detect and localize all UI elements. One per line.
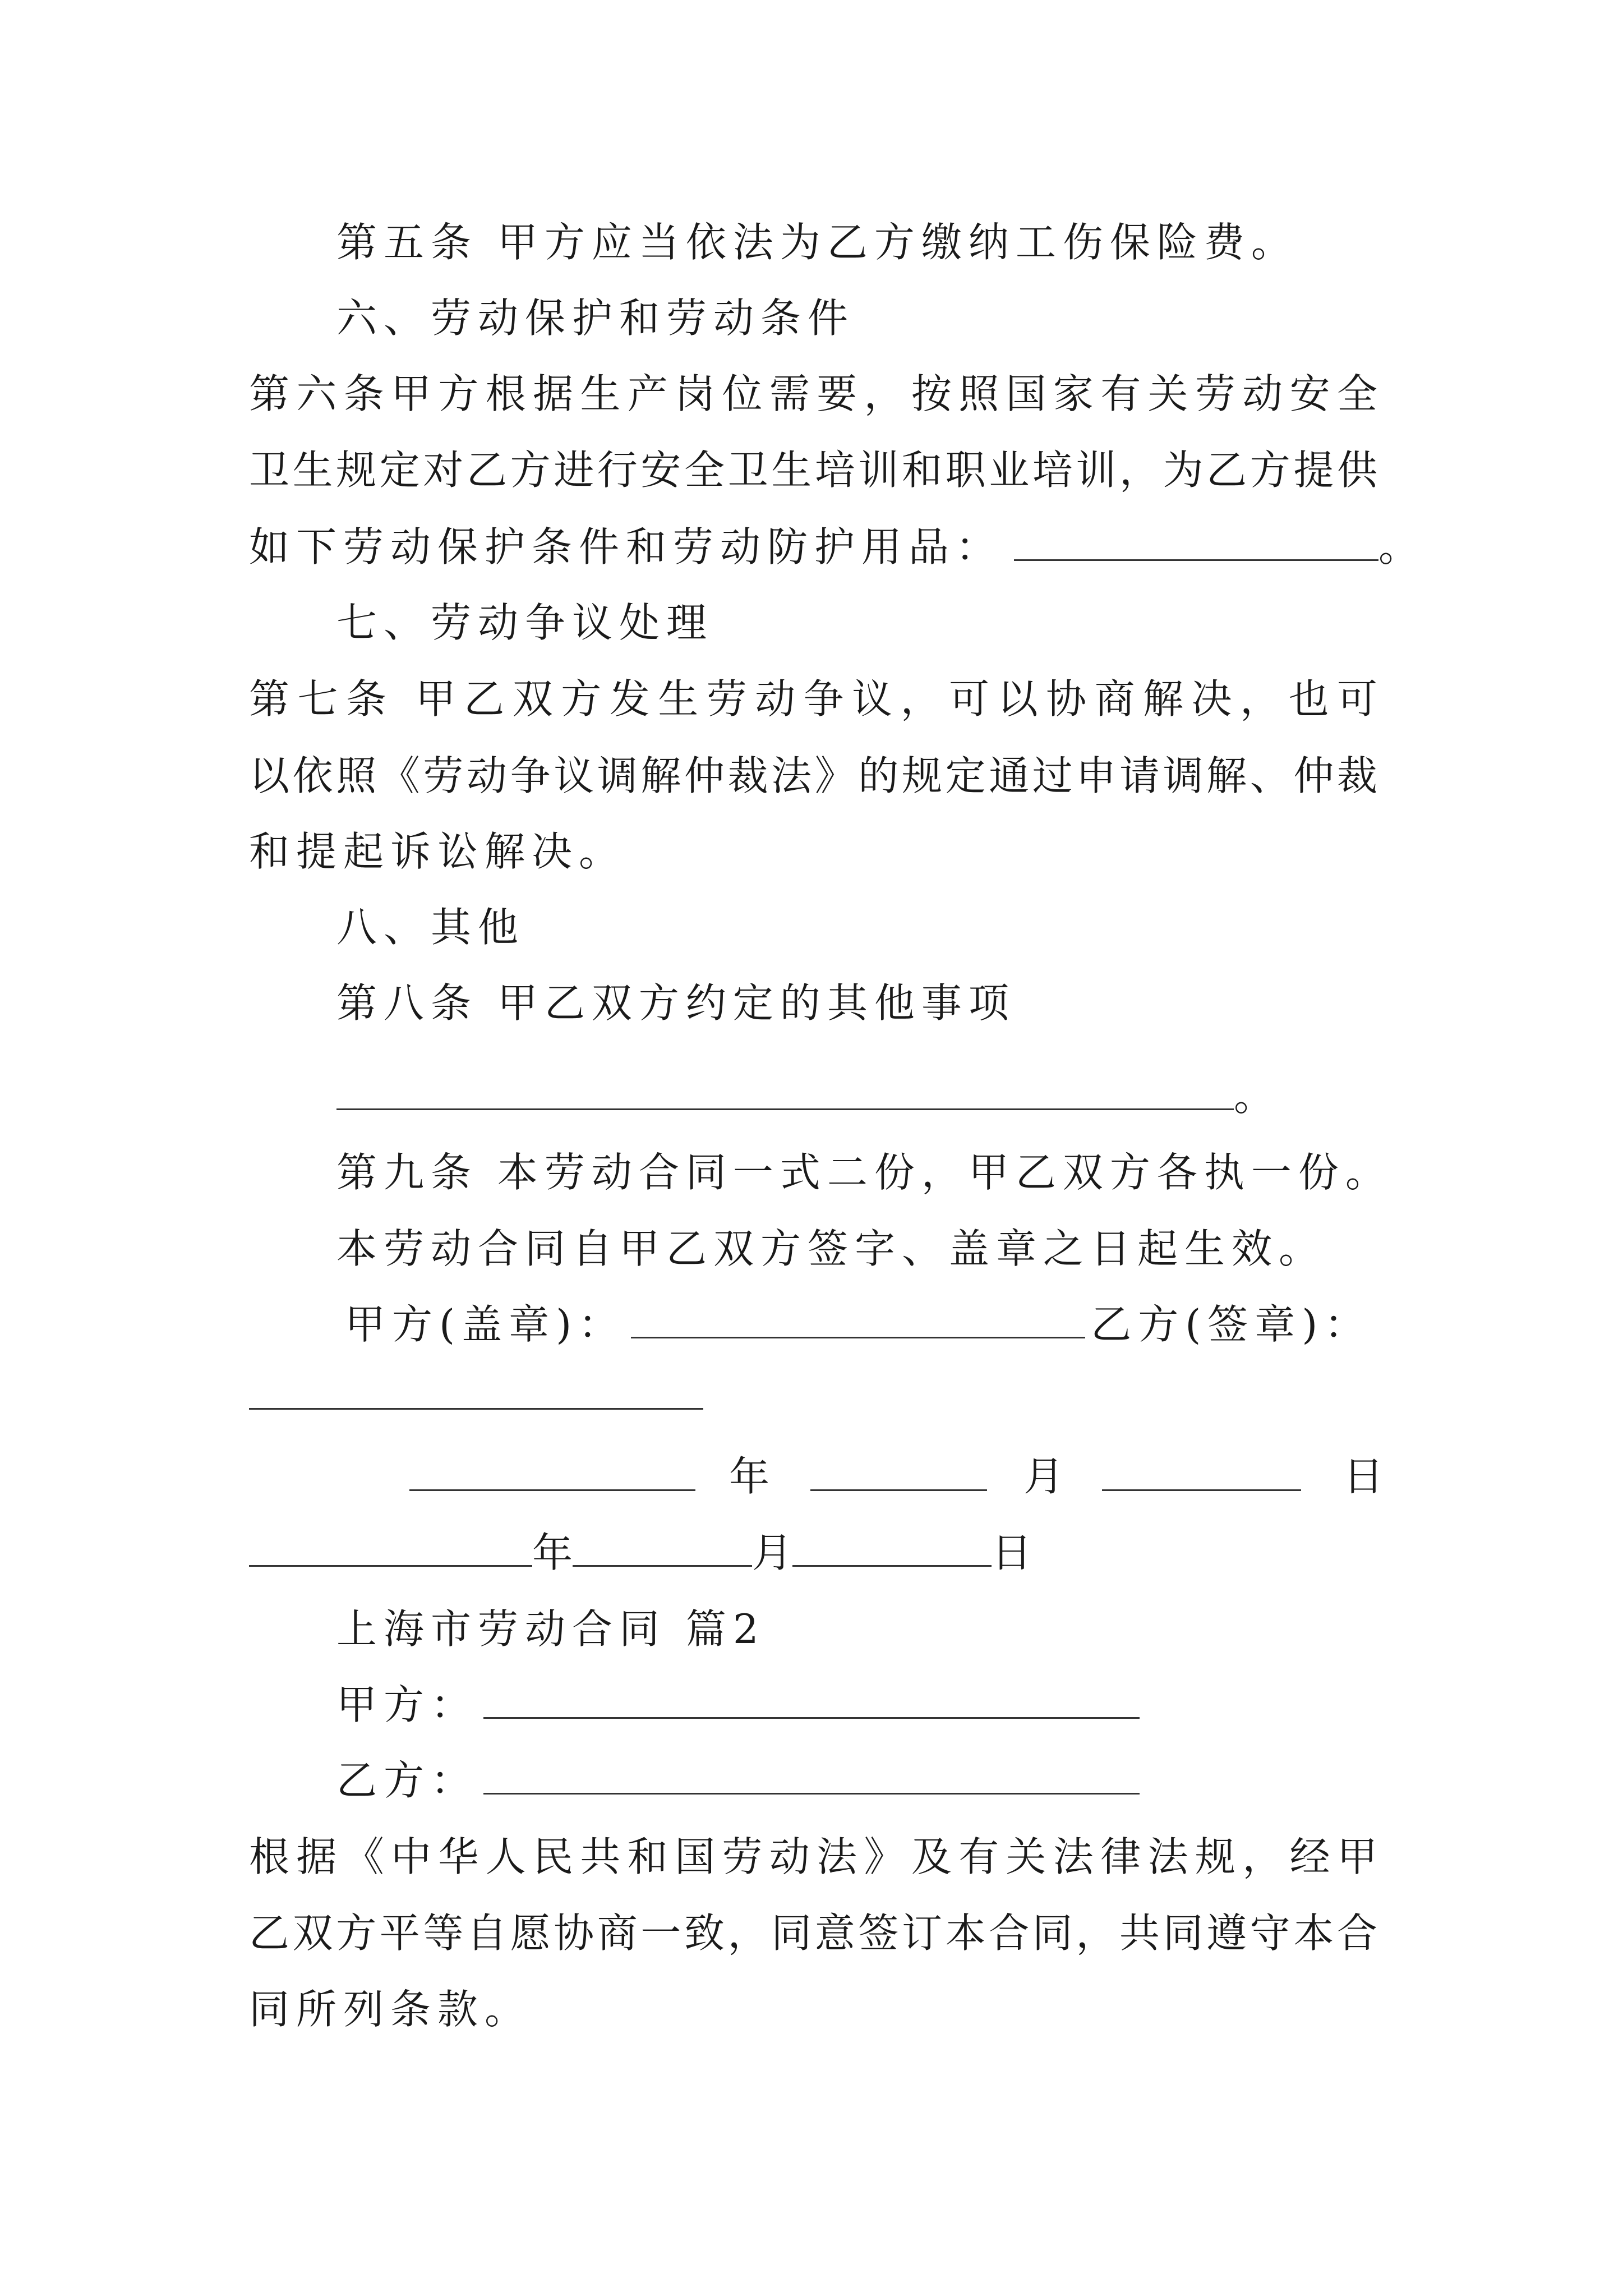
date-b-line — [249, 1529, 1032, 1576]
intro-line-2: 乙双方平等自愿协商一致，同意签订本合同，共同遵守本合 — [249, 1910, 1377, 1957]
article-6-line-3-text: 如下劳动保护条件和劳动防护用品： — [249, 523, 1003, 570]
date-a-month-blank[interactable] — [810, 1489, 987, 1491]
party-b-label: 乙方： — [336, 1757, 478, 1804]
effective-clause: 本劳动合同自甲乙双方签字、盖章之日起生效。 — [336, 1225, 1326, 1272]
section-7-heading: 七、劳动争议处理 — [336, 599, 714, 646]
article-6-line-1: 第六条甲方根据生产岗位需要，按照国家有关劳动安全 — [249, 370, 1377, 417]
date-b-month-blank[interactable] — [573, 1535, 752, 1567]
party-b-blank[interactable] — [483, 1763, 1140, 1795]
article-7-line-1: 第七条 甲乙双方发生劳动争议，可以协商解决，也可 — [249, 675, 1377, 723]
party-a-blank[interactable] — [483, 1687, 1140, 1719]
section-8-heading: 八、其他 — [336, 904, 525, 951]
date-b-day-label: 日 — [992, 1529, 1032, 1576]
article-6-line-2: 卫生规定对乙方进行安全卫生培训和职业培训，为乙方提供 — [249, 447, 1377, 494]
article-7-line-2: 以依照《劳动争议调解仲裁法》的规定通过申请调解、仲裁 — [249, 752, 1377, 799]
article-6-period: 。 — [1378, 523, 1426, 570]
date-a-month-label: 月 — [1023, 1453, 1071, 1500]
section-6-heading: 六、劳动保护和劳动条件 — [336, 295, 855, 342]
article-8: 第八条 甲乙双方约定的其他事项 — [336, 979, 1016, 1027]
signature-line — [345, 1301, 1372, 1348]
party-a-seal-blank[interactable] — [631, 1306, 1085, 1338]
date-b-day-blank[interactable] — [792, 1535, 992, 1567]
date-a-day-blank[interactable] — [1102, 1489, 1301, 1491]
article-8-period: 。 — [1234, 1073, 1281, 1120]
date-b-year-blank[interactable] — [249, 1535, 532, 1567]
date-a-year-label: 年 — [729, 1453, 777, 1500]
article-8-blank-line — [336, 1073, 1281, 1120]
intro-line-1: 根据《中华人民共和国劳动法》及有关法律法规，经甲 — [249, 1833, 1377, 1880]
other-matters-blank[interactable] — [336, 1078, 1234, 1110]
party-b-line — [336, 1757, 1140, 1804]
party-a-label: 甲方： — [336, 1681, 478, 1728]
intro-line-3: 同所列条款。 — [249, 1986, 532, 2033]
date-b-month-label: 月 — [752, 1529, 793, 1576]
article-9: 第九条 本劳动合同一式二份，甲乙双方各执一份。 — [336, 1149, 1393, 1196]
date-b-year-label: 年 — [532, 1529, 573, 1576]
party-b-sign-label: 乙方(签章)： — [1091, 1301, 1372, 1348]
article-5: 第五条 甲方应当依法为乙方缴纳工伤保险费。 — [336, 219, 1298, 266]
date-a-day-label: 日 — [1343, 1453, 1391, 1500]
party-a-seal-label: 甲方(盖章)： — [345, 1301, 626, 1348]
party-a-line — [336, 1681, 1140, 1728]
contract-2-title: 上海市劳动合同 篇2 — [336, 1605, 766, 1653]
article-7-line-3: 和提起诉讼解决。 — [249, 828, 626, 875]
article-6-line-3 — [249, 523, 1426, 570]
date-a-year-blank[interactable] — [409, 1489, 695, 1491]
party-b-sign-blank[interactable] — [249, 1408, 703, 1410]
protection-items-blank[interactable] — [1014, 529, 1378, 561]
